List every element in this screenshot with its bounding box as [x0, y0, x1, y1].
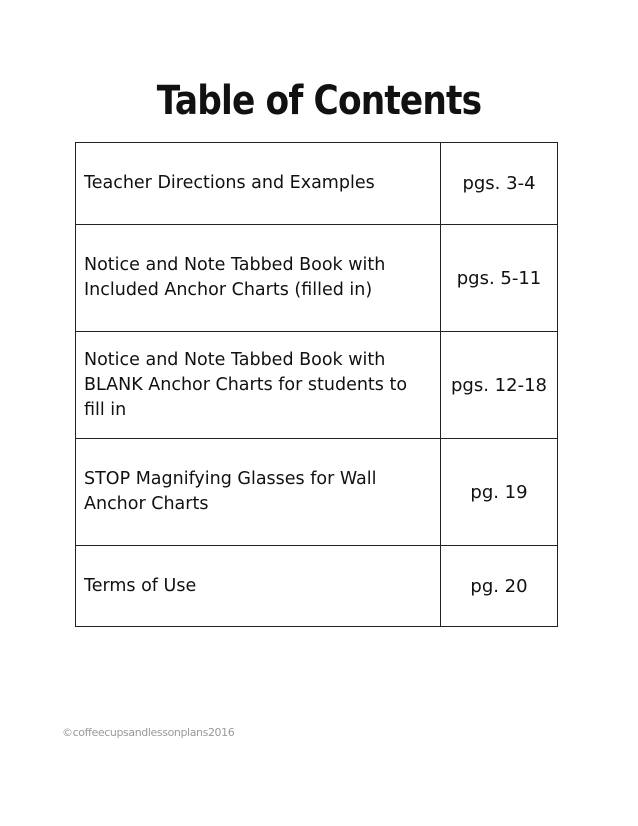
toc-page-range: pgs. 5-11 — [441, 225, 558, 332]
toc-section-title: Notice and Note Tabbed Book with BLANK Anchor Charts for students to fill in — [76, 332, 441, 439]
toc-section-title: Terms of Use — [76, 546, 441, 627]
table-row — [76, 439, 558, 546]
toc-section-title: STOP Magnifying Glasses for Wall Anchor Charts — [76, 439, 441, 546]
toc-section-title: Notice and Note Tabbed Book with Included Anchor Charts (filled in) — [76, 225, 441, 332]
toc-page-range: pg. 20 — [441, 546, 558, 627]
toc-section-title: Teacher Directions and Examples — [76, 143, 441, 225]
table-row — [76, 332, 558, 439]
page-title: Table of Contents — [156, 78, 482, 124]
toc-page-range: pgs. 12-18 — [441, 332, 558, 439]
toc-page-range: pg. 19 — [441, 439, 558, 546]
table-row — [76, 546, 558, 627]
table-row — [76, 143, 558, 225]
copyright-footer: ©coffeecupsandlessonplans2016 — [62, 726, 235, 739]
table-row — [76, 225, 558, 332]
toc-page-range: pgs. 3-4 — [441, 143, 558, 225]
table-of-contents — [75, 142, 558, 627]
